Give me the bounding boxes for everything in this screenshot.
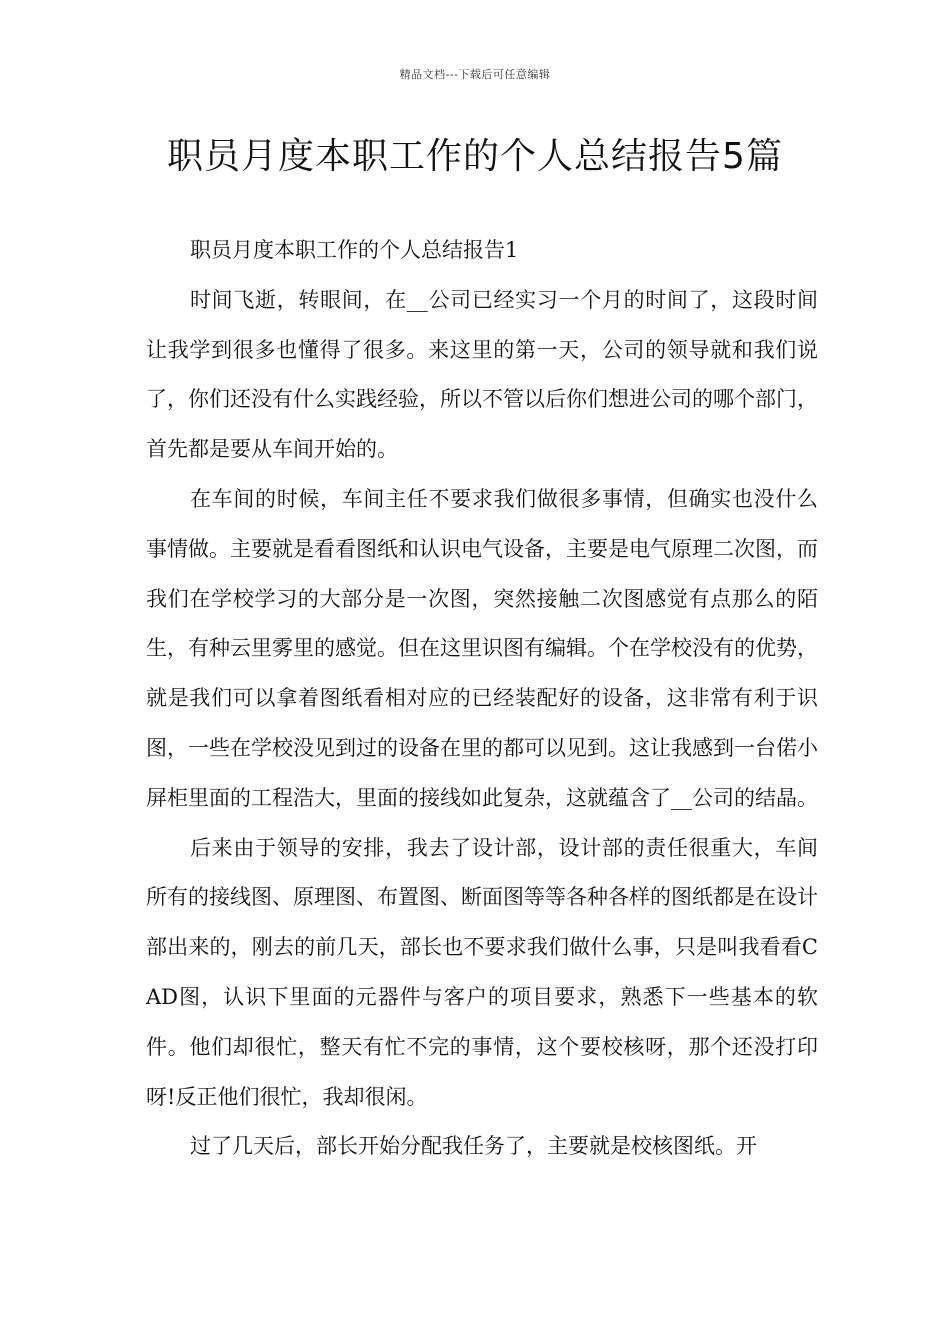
paragraph: 时间飞逝，转眼间，在__公司已经实习一个月的时间了，这段时间让我学到很多也懂得了很多。来这里的第一天，公司的领导就和我们说了，你们还没有什么实践经验，所以不管以后你们想进公司的哪个部门，首先都是要从车间开始的。 — [146, 287, 818, 462]
paragraph: 后来由于领导的安排，我去了设计部，设计部的责任很重大，车间所有的接线图、原理图、布置图、断面图等等各种各样的图纸都是在设计部出来的，刚去的前几天，部长也不要求我们做什么事，只是叫我看看CAD图，认识下里面的元器件与客户的项目要求，熟悉下一些基本的软件。他们却很忙，整天有忙不完的事情，这个要校核呀，那个还没打印呀!反正他们很忙，我却很闲。 — [146, 835, 818, 1109]
document-body — [146, 226, 818, 1172]
paragraph: 在车间的时候，车间主任不要求我们做很多事情，但确实也没什么事情做。主要就是看看图纸和认识电气设备，主要是电气原理二次图，而我们在学校学习的大部分是一次图，突然接触二次图感觉有点那么的陌生，有种云里雾里的感觉。但在这里识图有编辑。个在学校没有的优势，就是我们可以拿着图纸看相对应的已经装配好的设备，这非常有利于识图，一些在学校没见到过的设备在里的都可以见到。这让我感到一台偌小屏柜里面的工程浩大，里面的接线如此复杂，这就蕴含了__公司的结晶。 — [146, 486, 818, 810]
document-title: 职员月度本职工作的个人总结报告5篇 — [167, 136, 783, 177]
header-note: 精品文档---下载后可任意编辑 — [399, 68, 551, 81]
paragraph: 过了几天后，部长开始分配我任务了，主要就是校核图纸。开 — [190, 1134, 757, 1159]
section-heading: 职员月度本职工作的个人总结报告1 — [190, 238, 519, 262]
